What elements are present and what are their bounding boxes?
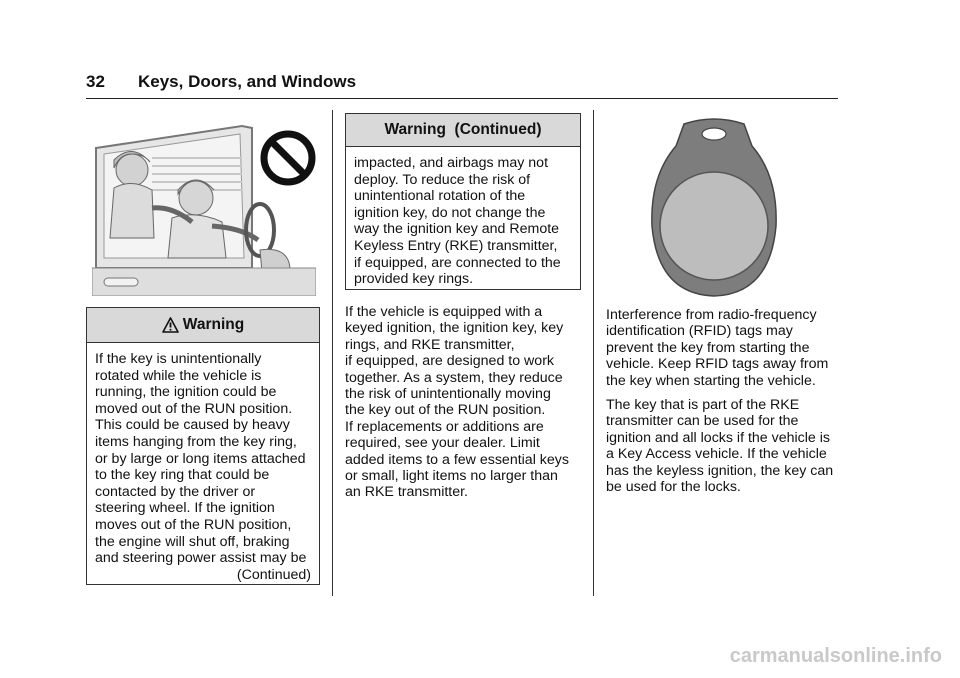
column-divider-right: [593, 110, 594, 596]
watermark: carmanualsonline.info: [729, 645, 942, 667]
children-in-vehicle-illustration: [92, 118, 316, 296]
warning-box-body: [87, 343, 319, 589]
warning-triangle-icon: [162, 317, 179, 333]
warning-box: [86, 307, 320, 585]
page-number: 32: [86, 72, 105, 91]
warning-continued-body: [346, 147, 580, 294]
section-title: Keys, Doors, and Windows: [138, 72, 357, 91]
page-header: [86, 72, 838, 99]
key-ring-paragraph: If the vehicle is equipped with a keyed ignition, the ignition key, key rings, and RKE transmitter, if equipped, are designed to work together. As a system, they reduce the risk of unintentionally moving the key out of the RUN position. If replacements or additions are required, see your dealer. Limit added items to a few essential keys or small, light items no larger than an RKE transmitter.: [345, 304, 569, 501]
warning-text: If the key is unintentionally rotated while the vehicle is running, the ignition could be moved out of the RUN position. This could be caused by heavy items hanging from the key ring, or by large or long items attached to the key ring that could be contacted by the driver or steering wheel. If the ignition moves out of the RUN position, the engine will shut off, braking and steering power assist may be: [95, 351, 307, 567]
warning-box-header: [87, 308, 319, 343]
middle-column-text: [345, 304, 581, 509]
rfid-paragraph: Interference from radio-frequency identification (RFID) tags may prevent the key from starting the vehicle. Keep RFID tags away from the key when starting the vehicle.: [606, 307, 829, 389]
warning-continued-title: Warning (Continued): [384, 121, 542, 138]
right-column-text: [606, 307, 842, 503]
warning-continued-box: [345, 113, 581, 290]
rke-key-paragraph: The key that is part of the RKE transmitter can be used for the ignition and all locks if the vehicle is a Key Access vehicle. If the vehicle has the keyless ignition, the key can be used for the locks.: [606, 397, 834, 496]
warning-title: Warning: [182, 316, 245, 333]
warning-continued-text: impacted, and airbags may not deploy. To reduce the risk of unintentional rotation of the ignition key, do not change the way the ignition key and Remote Keyless Entry (RKE) transmitter, if equipped, are connected to the provided key rings.: [354, 155, 561, 288]
column-divider-left: [332, 110, 333, 596]
continued-label: (Continued): [236, 566, 311, 583]
rfid-tag-image: [648, 116, 780, 298]
warning-continued-header: [346, 114, 580, 147]
